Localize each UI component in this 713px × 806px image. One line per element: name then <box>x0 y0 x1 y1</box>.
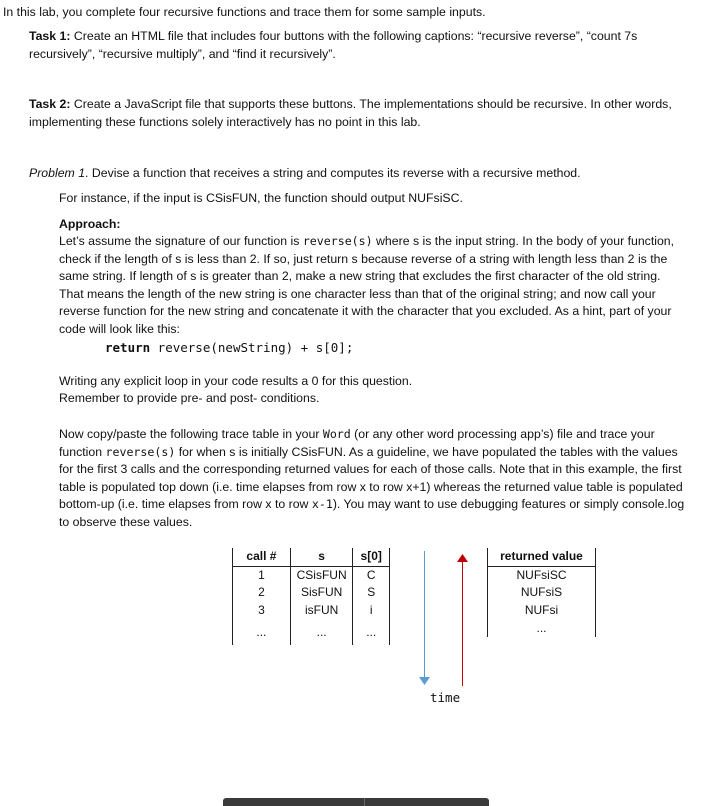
table-row <box>233 602 390 620</box>
time-up-arrow-line <box>462 562 463 686</box>
time-down-arrow-line <box>424 551 425 679</box>
trace-text-1: Now copy/paste the following trace table in your <box>59 427 323 441</box>
problem1-label: Problem 1 <box>29 166 86 180</box>
table-row <box>488 566 596 584</box>
code-hint <box>105 339 353 357</box>
approach-body <box>59 233 687 338</box>
returned-value-cell: NUFsiSC <box>488 566 596 584</box>
task2-paragraph <box>29 96 689 131</box>
s-cell: CSisFUN <box>290 566 353 584</box>
returned-value-table <box>487 548 596 637</box>
task1-label: Task 1: <box>29 29 71 43</box>
s0-cell: i <box>353 602 390 620</box>
up-arrow-icon <box>457 554 468 563</box>
problem1-paragraph <box>29 165 581 183</box>
bottom-toolbar[interactable] <box>223 798 489 806</box>
table-row <box>488 619 596 637</box>
returned-value-cell: NUFsi <box>488 602 596 620</box>
trace-code-reverse: reverse(s) <box>105 444 176 459</box>
trace-text-2: (or any other word processing app’s) file and trace your function <box>59 427 655 459</box>
table-row <box>233 566 390 584</box>
table-row <box>233 584 390 602</box>
approach-code-signature: reverse(s) <box>302 234 373 248</box>
task1-paragraph <box>29 28 689 63</box>
call-trace-table <box>232 548 390 645</box>
call-table-header-row <box>233 548 390 566</box>
s-cell: SisFUN <box>290 584 353 602</box>
table-row <box>233 619 390 645</box>
trace-instructions <box>59 426 687 531</box>
s-cell: ... <box>290 619 353 645</box>
s-header: s <box>290 548 353 566</box>
trace-text-4: ). You may want to use debugging features or simply console.log to observe these values. <box>59 497 685 529</box>
call-number-cell: 1 <box>233 566 291 584</box>
s0-cell: S <box>353 584 390 602</box>
down-arrow-icon <box>419 677 430 686</box>
returned-value-cell: ... <box>488 619 596 637</box>
table-row <box>488 584 596 602</box>
s0-cell: ... <box>353 619 390 645</box>
intro-text: In this lab, you complete four recursive functions and trace them for some sample inputs. <box>3 5 486 19</box>
returned-value-header: returned value <box>488 548 596 566</box>
call-number-header: call # <box>233 548 291 566</box>
call-number-cell: 2 <box>233 584 291 602</box>
no-loop-note: Writing any explicit loop in your code results a 0 for this question. <box>59 374 413 388</box>
s-cell: isFUN <box>290 602 353 620</box>
s0-cell: C <box>353 566 390 584</box>
code-expression: reverse(newString) + s[0]; <box>150 340 354 355</box>
code-keyword: return <box>105 340 151 355</box>
return-table-header-row <box>488 548 596 566</box>
trace-code-word: Word <box>322 427 351 441</box>
call-number-cell: 3 <box>233 602 291 620</box>
time-label: time <box>430 690 461 705</box>
problem1-text: . Devise a function that receives a string and computes its reverse with a recursive method. <box>85 166 581 180</box>
trace-code-x-minus-1: x-1 <box>311 497 333 511</box>
approach-text-1: Let’s assume the signature of our function is <box>59 234 303 248</box>
trace-text-3: for when s is initially CSisFUN. As a guideline, we have populated the tables with the values for the first 3 calls and the corresponding returned values for each of those calls. Note that in this example, the first table is populated top down (i.e. time elapses from row x to row x+1) whereas the returned value table is populated bottom-up (i.e. time elapses from row x to row <box>59 444 683 511</box>
approach-heading: Approach: <box>59 217 121 231</box>
call-number-cell: ... <box>233 619 291 645</box>
s0-header: s[0] <box>353 548 390 566</box>
approach-text-2: where s is the input string. In the body of your function, check if the length of s is less than 2. If so, just return s because reverse of a string with length less than 2 is the same string. If length of s is greater than 2, make a new string that excludes the first character of the old string. That means the length of the new string is one character less than that of the original string; and now call your reverse function for the new string and concatenate it with the character that you excluded. As a hint, part of your code will look like this: <box>59 234 675 336</box>
task1-text: Create an HTML file that includes four buttons with the following captions: “recursive reverse”, “count 7s recursively”, “recursive multiply”, and “find it recursively”. <box>29 29 638 61</box>
conditions-note: Remember to provide pre- and post- conditions. <box>59 391 320 405</box>
toolbar-divider <box>364 798 365 806</box>
task2-label: Task 2: <box>29 97 71 111</box>
returned-value-cell: NUFsiS <box>488 584 596 602</box>
task2-text: Create a JavaScript file that supports these buttons. The implementations should be recursive. In other words, implementing these functions solely interactively has no point in this lab. <box>29 97 672 129</box>
table-row <box>488 602 596 620</box>
problem1-example: For instance, if the input is CSisFUN, the function should output NUFsiSC. <box>59 191 463 205</box>
